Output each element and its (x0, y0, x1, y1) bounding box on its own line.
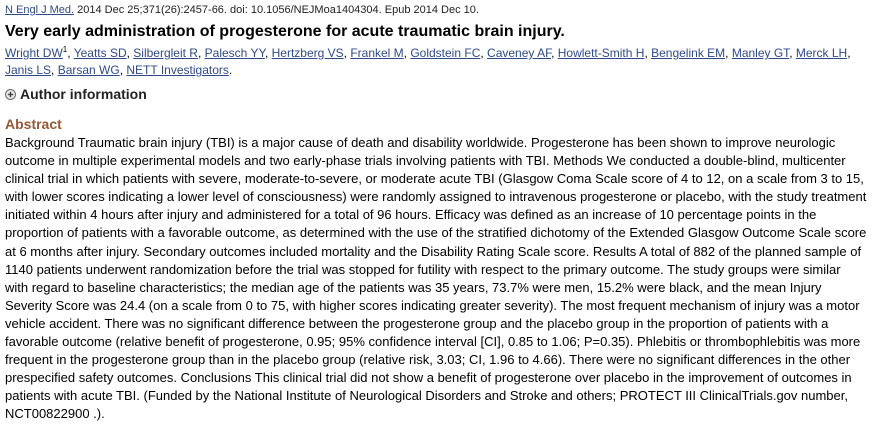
author-separator: , (197, 46, 205, 60)
author-separator: , (725, 46, 732, 60)
author-separator: , (480, 46, 488, 60)
journal-link[interactable]: N Engl J Med. (5, 4, 75, 16)
abstract-page (5, 0, 867, 424)
author-separator: , (126, 46, 134, 60)
article-title: Very early administration of progesterone for acute traumatic brain injury. (5, 23, 565, 40)
citation-details: 2014 Dec 25;371(26):2457-66. doi: 10.1056/NEJMoa1404304. Epub 2014 Dec 10. (74, 4, 479, 16)
author-separator: , (264, 46, 272, 60)
author-link[interactable]: Merck LH (795, 46, 848, 60)
author-link[interactable]: Frankel M (350, 46, 404, 60)
author-separator: , (847, 46, 851, 60)
author-link[interactable]: NETT Investigators (126, 63, 229, 77)
author-link[interactable]: Manley GT (731, 46, 790, 60)
author-link[interactable]: Caveney AF (487, 46, 552, 60)
author-link[interactable]: Bengelink EM (651, 46, 726, 60)
plus-circle-icon (5, 89, 16, 100)
author-link[interactable]: Wright DW (5, 46, 63, 60)
abstract-text: Background Traumatic brain injury (TBI) is a major cause of death and disability worldwide. Progesterone has been shown to improve neurologic outcome in multiple experimental models and two early-phase trials involving patients with TBI. Methods We conducted a double-blind, multicenter clinical trial in which patients with severe, moderate-to-severe, or moderate acute TBI (Glasgow Coma Scale score of 4 to 12, on a scale from 3 to 15, with lower scores indicating a lower level of consciousness) were randomly assigned to intravenous progesterone or placebo, with the study treatment initiated within 4 hours after injury and administered for a total of 96 hours. Efficacy was defined as an increase of 10 percentage points in the proportion of patients with a favorable outcome, as determined with the use of the stratified dichotomy of the Extended Glasgow Outcome Scale score at 6 months after injury. Secondary outcomes included mortality and the Disability Rating Scale score. Results A total of 882 of the planned sample of 1140 patients underwent randomization before the trial was stopped for futility with respect to the primary outcome. The study groups were similar with regard to baseline characteristics; the median age of the patients was 35 years, 73.7% were men, 15.2% were black, and the mean Injury Severity Score was 24.4 (on a scale from 0 to 75, with higher scores indicating greater severity). The most frequent mechanism of injury was a motor vehicle accident. There was no significant difference between the progesterone group and the placebo group in the proportion of patients with a favorable outcome (relative benefit of progesterone, 0.95; 95% confidence interval [CI], 0.85 to 1.06; P=0.35). Phlebitis or thrombophlebitis was more frequent in the progesterone group than in the placebo group (relative risk, 3.03; CI, 1.96 to 4.66). There were no significant differences in the other prespecified safety outcomes. Conclusions This clinical trial did not show a benefit of progesterone over placebo in the improvement of outcomes in patients with acute TBI. (Funded by the National Institute of Neurological Disorders and Stroke and others; PROTECT III ClinicalTrials.gov number, NCT00822900 .). (5, 135, 867, 422)
author-separator: , (67, 46, 74, 60)
author-link[interactable]: Barsan WG (57, 63, 120, 77)
author-separator: , (551, 46, 558, 60)
author-list (5, 45, 867, 79)
author-information-label: Author information (20, 86, 147, 102)
author-separator: , (789, 46, 796, 60)
author-link[interactable]: Silbergleit R (133, 46, 198, 60)
abstract-heading: Abstract (5, 116, 62, 132)
author-link[interactable]: Hertzberg VS (271, 46, 344, 60)
author-information-toggle[interactable] (5, 85, 867, 103)
author-separator: , (119, 63, 127, 77)
author-separator: , (403, 46, 411, 60)
author-separator: , (343, 46, 351, 60)
author-separator: . (228, 63, 233, 77)
author-separator: , (51, 63, 58, 77)
author-link[interactable]: Howlett-Smith H (557, 46, 645, 60)
author-affiliation-marker: 1 (62, 45, 68, 54)
author-link[interactable]: Janis LS (5, 63, 52, 77)
citation-line (5, 3, 867, 17)
author-link[interactable]: Palesch YY (204, 46, 265, 60)
author-link[interactable]: Goldstein FC (410, 46, 481, 60)
author-link[interactable]: Yeatts SD (73, 46, 127, 60)
author-separator: , (644, 46, 652, 60)
